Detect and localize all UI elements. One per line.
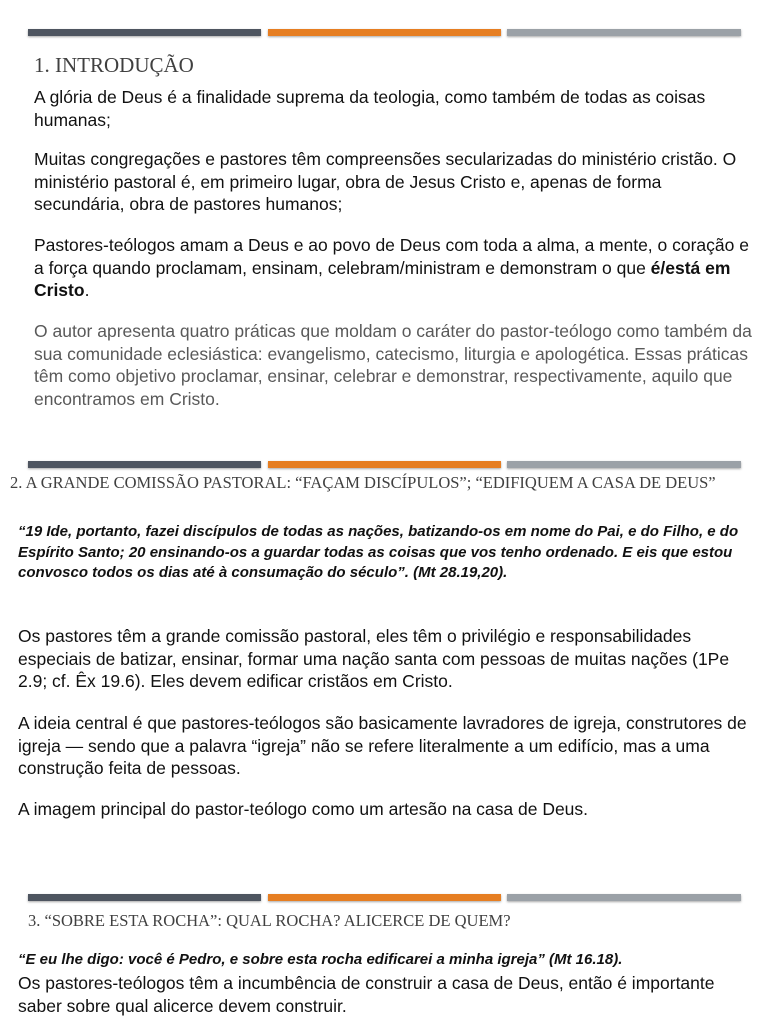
section1-paragraph-3 (34, 234, 754, 302)
section2-heading: 2. A GRANDE COMISSÃO PASTORAL: “FAÇAM DISCÍPULOS”; “EDIFIQUEM A CASA DE DEUS” (10, 473, 716, 492)
section3-quote: “E eu lhe digo: você é Pedro, e sobre esta rocha edificarei a minha igreja” (Mt 16.18). (18, 951, 623, 968)
divider-gray-segment (507, 894, 741, 901)
divider-orange-segment (268, 29, 501, 36)
section2-paragraph-1: Os pastores têm a grande comissão pastoral, eles têm o privilégio e responsabilidades especiais de batizar, ensinar, formar uma nação santa com pessoas de muitas nações (1Pe 2.9; cf. Êx 19.6). Eles devem edificar cristãos em Cristo. (18, 626, 730, 691)
section1-paragraph-4: O autor apresenta quatro práticas que moldam o caráter do pastor-teólogo como também da sua comunidade eclesiástica: evangelismo, catecismo, liturgia e apologética. Essas práticas têm como objetivo proclamar, ensinar, celebrar e demonstrar, respectivamente, aquilo que encontramos em Cristo. (34, 321, 752, 409)
section2-paragraph-2: A ideia central é que pastores-teólogos são basicamente lavradores de igreja, construtores de igreja — sendo que a palavra “igreja” não se refere literalmente a um edifício, mas a uma construção feita de pessoas. (18, 713, 747, 778)
paragraph-3-text: Pastores-teólogos amam a Deus e ao povo de Deus com toda a alma, a mente, o coração e a força quando proclamam, ensinam, celebram/ministram e demonstram o que (34, 235, 749, 278)
section1-paragraph-2: Muitas congregações e pastores têm compreensões secularizadas do ministério cristão. O ministério pastoral é, em primeiro lugar, obra de Jesus Cristo e, apenas de forma secundária, obra de pastores humanos; (34, 149, 737, 214)
divider-orange-segment (268, 461, 501, 468)
divider-dark-segment (28, 29, 261, 36)
section3-divider (28, 894, 741, 901)
section2-divider (28, 461, 741, 468)
section2-paragraph-3: A imagem principal do pastor-teólogo como um artesão na casa de Deus. (18, 799, 589, 819)
divider-dark-segment (28, 461, 261, 468)
divider-gray-segment (507, 29, 741, 36)
section3-heading: 3. “SOBRE ESTA ROCHA”: QUAL ROCHA? ALICERCE DE QUEM? (28, 911, 511, 930)
paragraph-3-end: . (84, 280, 90, 300)
section3-paragraph-1: Os pastores-teólogos têm a incumbência de construir a casa de Deus, então é importante saber sobre qual alicerce devem construir. (18, 973, 715, 1016)
divider-dark-segment (28, 894, 261, 901)
section1-divider (28, 29, 741, 36)
section1-heading: 1. INTRODUÇÃO (34, 53, 194, 77)
divider-orange-segment (268, 894, 501, 901)
divider-gray-segment (507, 461, 741, 468)
section2-quote: “19 Ide, portanto, fazei discípulos de todas as nações, batizando-os em nome do Pai, e do Filho, e do Espírito Santo; 20 ensinando-os a guardar todas as coisas que vos tenho ordenado. E eis que estou convosco todos os dias até à consumação do século”. (Mt 28.19,20). (18, 523, 739, 581)
paragraph-3-bold: é/está em Cristo (34, 257, 731, 300)
section1-paragraph-1: A glória de Deus é a finalidade suprema da teologia, como também de todas as coisas humanas; (34, 87, 706, 130)
